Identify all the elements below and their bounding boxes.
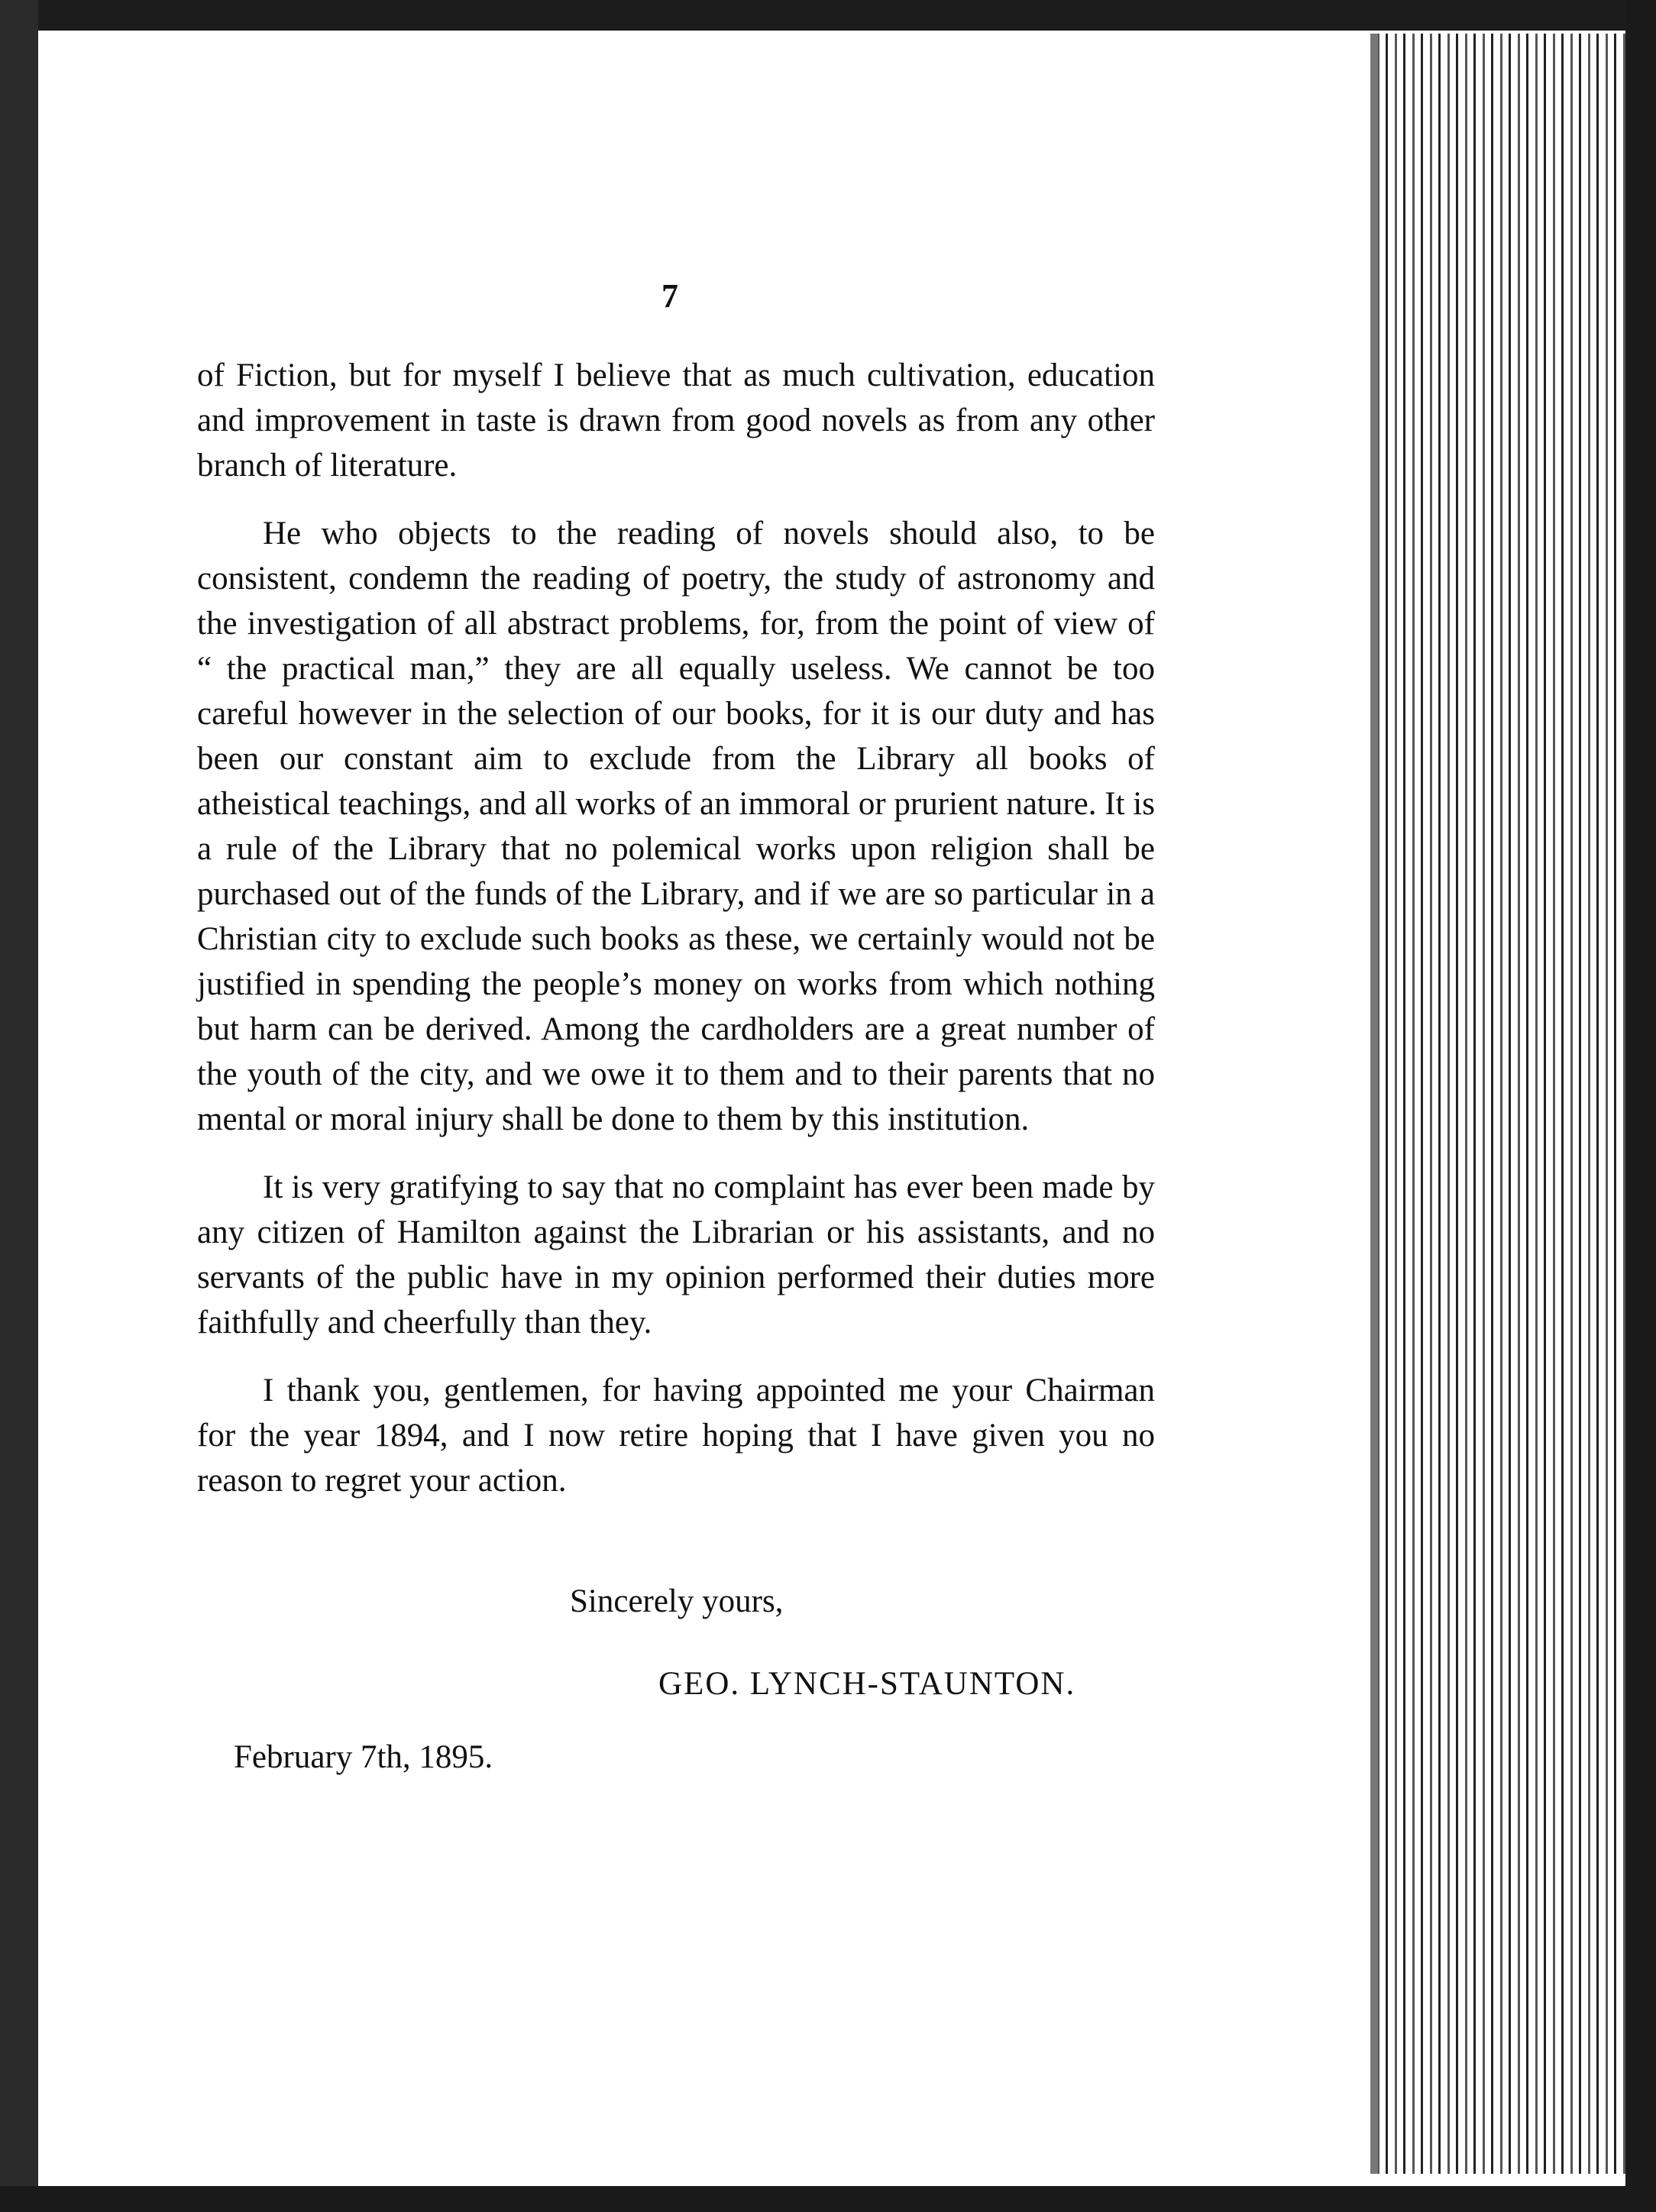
letter-closing: Sincerely yours, [570,1583,784,1619]
paragraph-thanks: I thank you, gentlemen, for having appointed me your Chairman for the year 1894, and I now retire hoping that I have given you no reason to regret your action. [197,1373,1155,1499]
scan-frame-bottom [0,2186,1656,2212]
paragraph-gratifying: It is very gratifying to say that no complaint has ever been made by any citizen of Hamilton against the Librarian or his assistants, and no servants of the public have in my opinion performed their duties more faithfully and cheerfully than they. [197,1169,1155,1340]
book-fore-edge-shade [1370,34,1378,2174]
paragraph-fiction: of Fiction, but for myself I believe that as much cultivation, education and improvement in taste is drawn from good novels as from any other branch of literature. [197,357,1155,483]
letter-signature: GEO. LYNCH-STAUNTON. [658,1666,1076,1702]
scan-frame-left [0,0,38,2212]
scan-frame-top [0,0,1656,31]
page-number: 7 [661,277,678,315]
scan-frame-right [1625,0,1656,2212]
letter-date: February 7th, 1895. [234,1739,493,1775]
book-fore-edge [1370,34,1625,2174]
letter-body [197,353,1155,1526]
paragraph-novels: He who objects to the reading of novels should also, to be consistent, condemn the reading of poetry, the study of astronomy and the investigation of all abstract problems, for, from the point of view of “ the practical man,” they are all equally useless. We cannot be too careful however in the selection of our books, for it is our duty and has been our constant aim to exclude from the Library all books of atheistical teachings, and all works of an immoral or prurient nature. It is a rule of the Library that no polemical works upon religion shall be purchased out of the funds of the Library, and if we are so particular in a Christian city to exclude such books as these, we certainly would not be justified in spending the people’s money on works from which nothing but harm can be derived. Among the cardholders are a great number of the youth of the city, and we owe it to them and to their parents that no mental or moral injury shall be done to them by this institution. [197,516,1155,1137]
